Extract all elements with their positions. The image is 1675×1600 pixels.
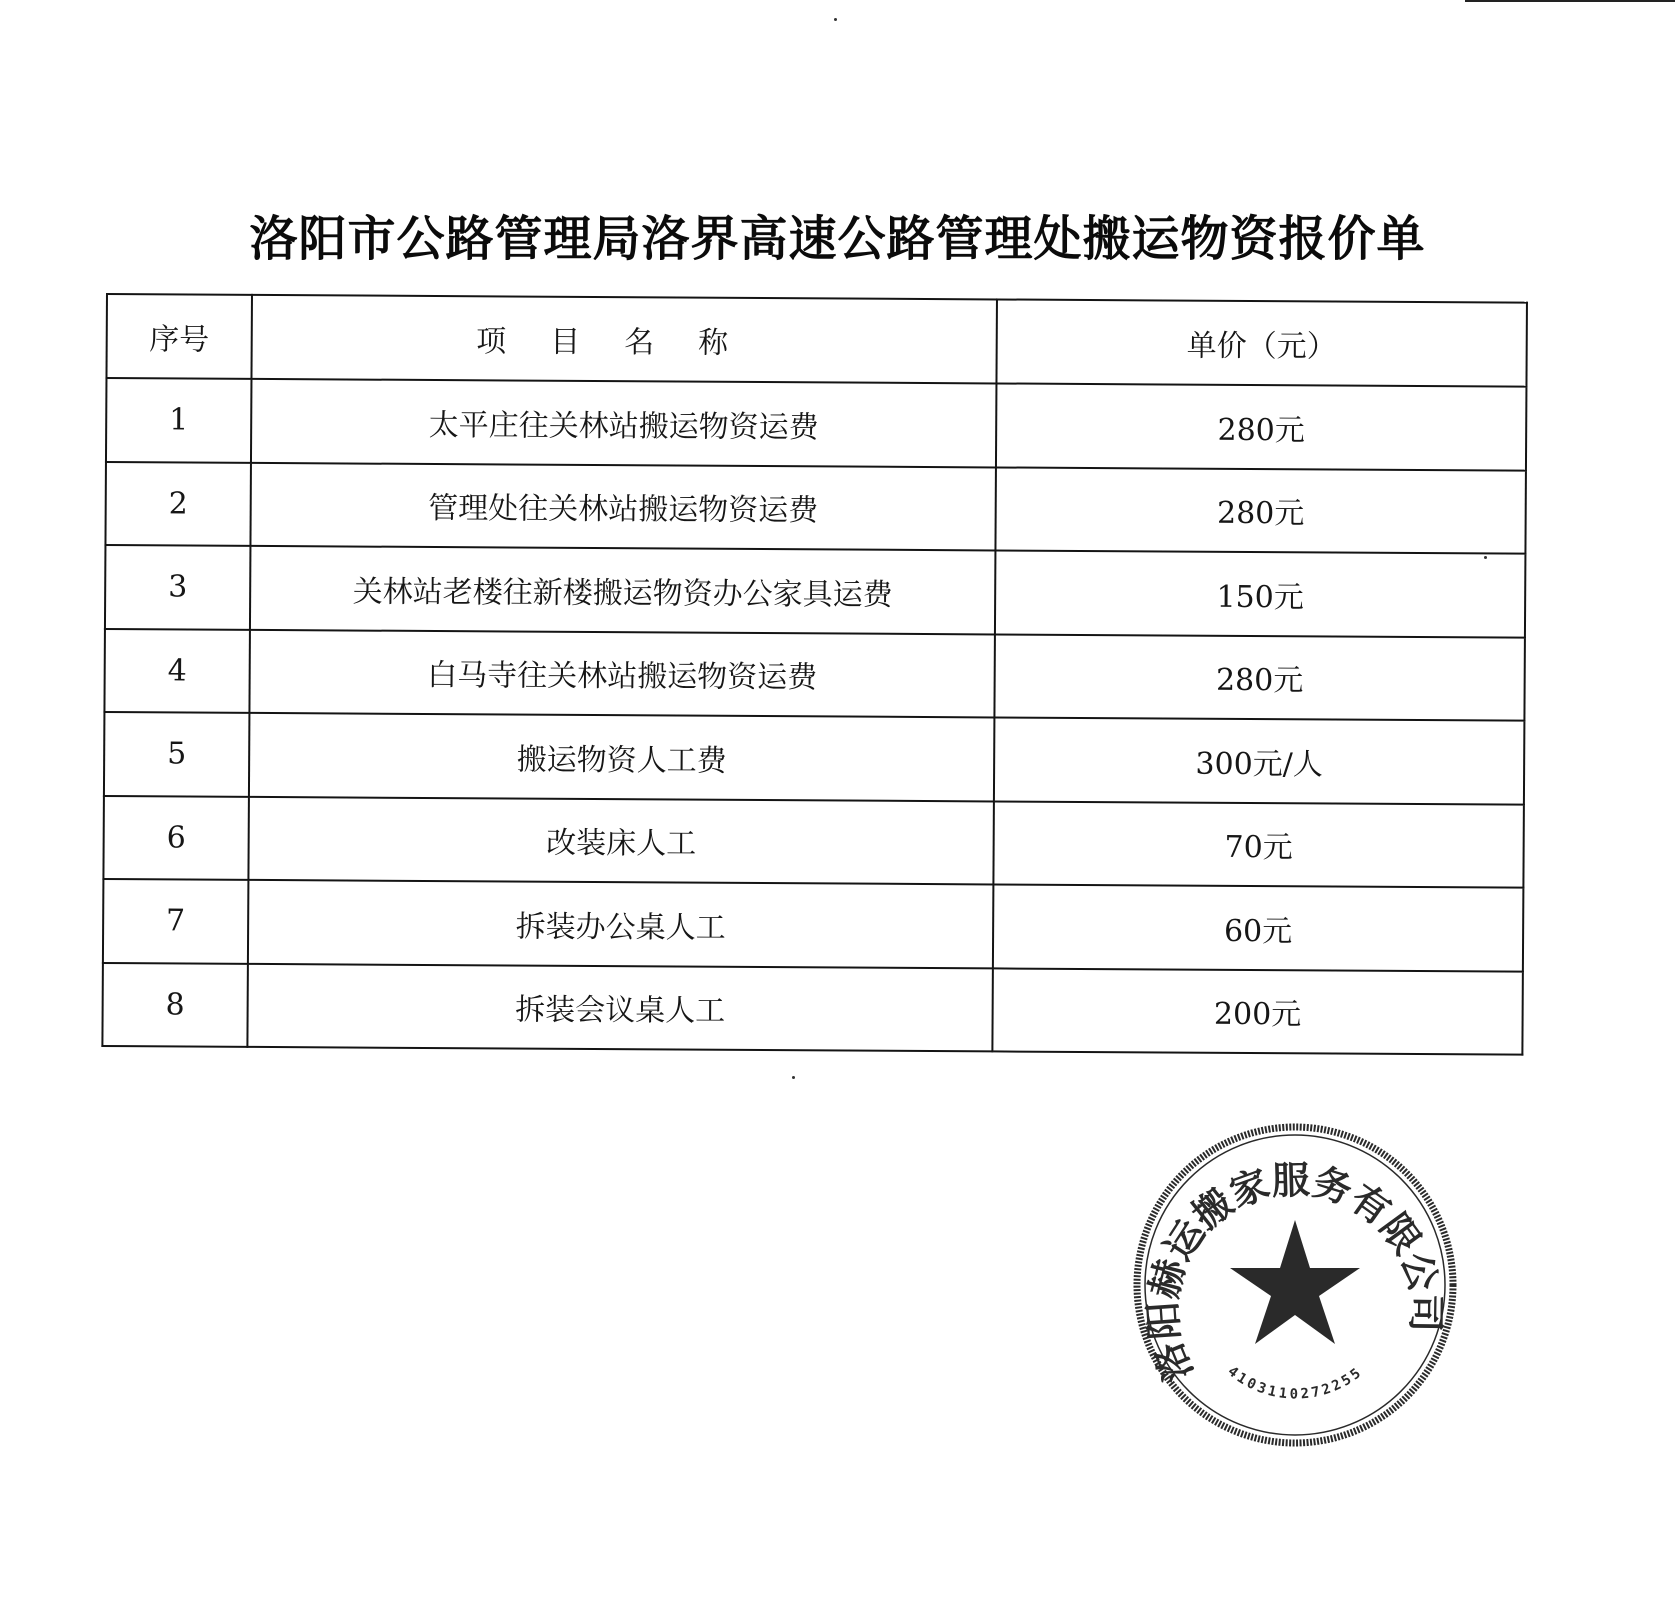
row-no: 1 bbox=[106, 378, 252, 462]
row-price: 280元 bbox=[994, 634, 1525, 721]
row-no: 8 bbox=[102, 962, 248, 1046]
row-price: 300元/人 bbox=[994, 717, 1525, 804]
seal-code-path: 4103110272255 bbox=[1224, 1363, 1367, 1403]
scan-speck bbox=[834, 18, 837, 21]
row-name: 搬运物资人工费 bbox=[249, 713, 994, 801]
table-row bbox=[103, 879, 1523, 971]
row-name: 太平庄往关林站搬运物资运费 bbox=[251, 379, 996, 467]
row-no: 5 bbox=[104, 712, 250, 796]
row-price: 280元 bbox=[995, 467, 1526, 554]
row-name: 白马寺往关林站搬运物资运费 bbox=[249, 629, 994, 717]
table-row bbox=[102, 962, 1522, 1054]
row-no: 6 bbox=[103, 795, 249, 879]
row-price: 280元 bbox=[996, 383, 1527, 470]
document-title: 洛阳市公路管理局洛界高速公路管理处搬运物资报价单 bbox=[249, 211, 1426, 267]
row-price: 70元 bbox=[993, 801, 1524, 888]
row-name: 改装床人工 bbox=[248, 796, 993, 884]
row-no: 7 bbox=[103, 879, 249, 963]
row-name: 管理处往关林站搬运物资运费 bbox=[250, 462, 995, 550]
table-row bbox=[104, 628, 1524, 720]
row-name: 拆装办公桌人工 bbox=[248, 880, 993, 968]
header-name: 项目名称 bbox=[251, 295, 996, 384]
top-rule bbox=[1465, 0, 1675, 2]
quote-table bbox=[101, 293, 1528, 1056]
row-no: 2 bbox=[105, 462, 251, 546]
row-name: 拆装会议桌人工 bbox=[247, 963, 992, 1051]
table-row bbox=[103, 795, 1523, 887]
seal-text-path: 洛阳赫运搬家服务有限公司 bbox=[1139, 1156, 1449, 1388]
row-no: 3 bbox=[105, 545, 251, 629]
row-price: 150元 bbox=[995, 550, 1526, 637]
scan-speck bbox=[1484, 556, 1487, 559]
row-price: 60元 bbox=[993, 884, 1524, 971]
company-seal bbox=[1130, 1120, 1460, 1450]
seal-code bbox=[1224, 1363, 1366, 1402]
table-row bbox=[104, 712, 1524, 804]
header-price: 单价（元） bbox=[996, 299, 1527, 386]
star-icon bbox=[1230, 1220, 1360, 1344]
table-header-row bbox=[106, 294, 1526, 387]
table-row bbox=[105, 462, 1525, 554]
row-price: 200元 bbox=[992, 968, 1523, 1055]
scan-speck bbox=[792, 1076, 795, 1079]
table-row bbox=[106, 378, 1526, 470]
table-row bbox=[105, 545, 1525, 637]
header-no: 序号 bbox=[106, 294, 252, 379]
row-name: 关林站老楼往新楼搬运物资办公家具运费 bbox=[250, 546, 995, 634]
row-no: 4 bbox=[104, 628, 250, 712]
